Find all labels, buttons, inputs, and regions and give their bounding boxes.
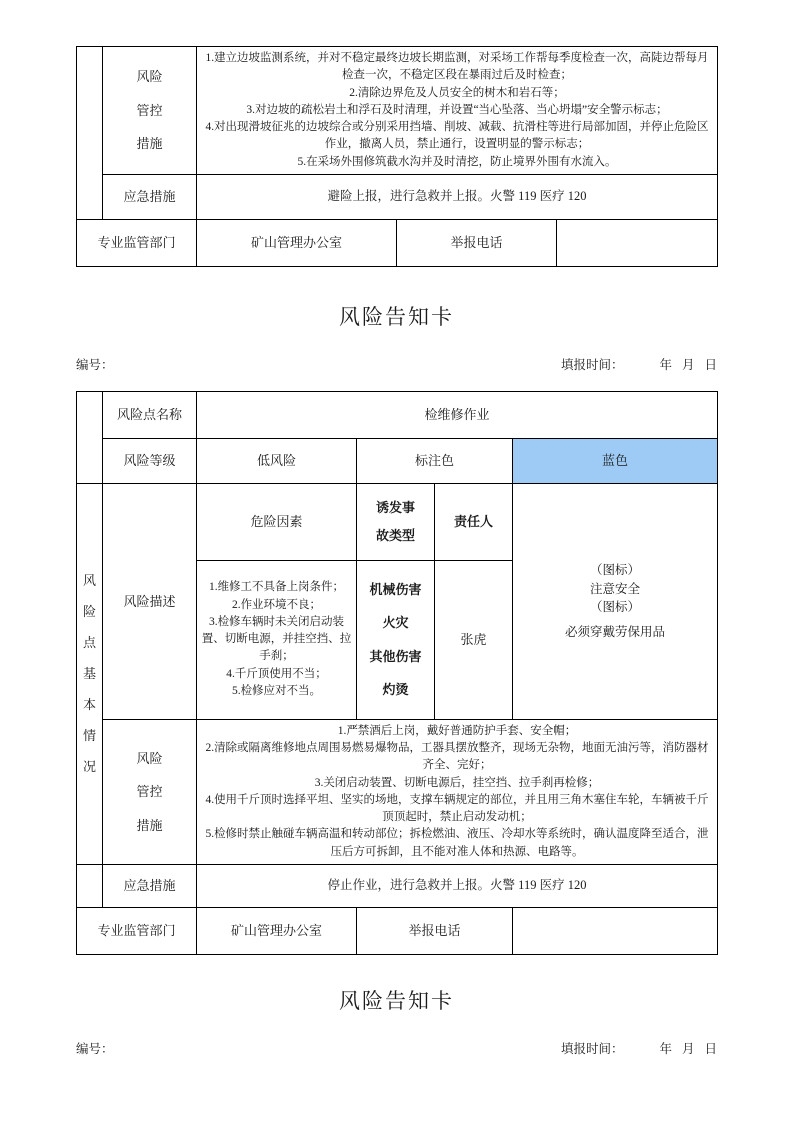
main-report-phone-label: 举报电话 — [357, 907, 513, 954]
vchar: 况 — [82, 759, 96, 775]
bottom-meta-row — [76, 1039, 717, 1057]
responsible-person-header: 责任人 — [435, 483, 513, 560]
day-label: 日 — [704, 1041, 717, 1056]
measure-line: 3.关闭启动装置、切断电源后，挂空挡、拉手刹再检修； — [314, 776, 600, 789]
top-emergency-text: 避险上报，进行急救并上报。火警 119 医疗 120 — [197, 174, 718, 219]
responsible-person-value: 张虎 — [435, 560, 513, 719]
accident-type-header — [357, 483, 435, 560]
top-risk-control-label — [103, 47, 197, 175]
month-label: 月 — [681, 357, 705, 372]
accident-type-header-line2: 故类型 — [375, 527, 415, 543]
hazard-line: 2.作业环境不良； — [231, 598, 322, 611]
caption-wear-ppe: 必须穿戴劳保用品 — [565, 625, 666, 639]
main-emergency-text: 停止作业，进行急救并上报。火警 119 医疗 120 — [197, 864, 718, 907]
side-heading-risk-basic-info — [77, 483, 103, 864]
vchar: 基 — [82, 666, 96, 682]
main-supervision-value: 矿山管理办公室 — [197, 907, 357, 954]
main-risk-control-measures — [197, 719, 718, 864]
table-row-emergency — [77, 174, 718, 219]
top-supervision-value: 矿山管理办公室 — [197, 219, 397, 266]
risk-level-value: 低风险 — [197, 438, 357, 483]
vchar: 点 — [82, 635, 96, 651]
spacer — [76, 1015, 717, 1039]
vertical-heading-chars — [81, 565, 98, 782]
number-label: 编号： — [76, 357, 114, 372]
risk-point-name-value: 检维修作业 — [197, 391, 718, 438]
icon-placeholder-caution: （图标） — [590, 562, 641, 577]
main-risk-control-label — [103, 719, 197, 864]
accident-type: 火灾 — [382, 615, 409, 631]
accident-type: 灼烫 — [382, 682, 409, 698]
table-row-risk-point-name — [77, 391, 718, 438]
vchar: 险 — [82, 604, 96, 620]
top-report-phone-value — [557, 219, 718, 266]
measure-line: 4.使用千斤顶时选择平坦、坚实的场地，支撑车辆规定的部位，并且用三角木塞住车轮，车辆被千斤顶顶起时，禁止启动发动机； — [205, 793, 709, 823]
year-label: 年 — [659, 357, 682, 372]
marking-color-value: 蓝色 — [513, 438, 718, 483]
top-side-blank-cell — [77, 47, 103, 220]
main-side-blank-cell-bottom — [77, 864, 103, 907]
top-supervision-label: 专业监管部门 — [77, 219, 197, 266]
hazard-line: 3.检修车辆时未关闭启动装置、切断电源，并挂空挡、拉手刹； — [201, 615, 352, 663]
label-line: 风险 — [136, 750, 163, 766]
table-row-risk-control — [77, 719, 718, 864]
measure-line: 1.严禁酒后上岗，戴好普通防护手套、安全帽； — [337, 724, 577, 737]
safety-signs-cell — [513, 483, 718, 719]
accident-type-header-line1: 诱发事 — [375, 500, 415, 516]
measure-line: 1.建立边坡监测系统，并对不稳定最终边坡长期监测，对采场工作帮每季度检查一次，高陡边帮每月检查一次，不稳定区段在暴雨过后及时检查； — [205, 52, 709, 82]
accident-type: 其他伤害 — [369, 648, 422, 664]
top-report-phone-label: 举报电话 — [397, 219, 557, 266]
main-side-blank-cell — [77, 391, 103, 483]
month-label: 月 — [681, 1041, 705, 1056]
day-label: 日 — [704, 357, 717, 372]
vchar: 情 — [82, 728, 96, 744]
table-row-footer — [77, 219, 718, 266]
hazard-factors-header: 危险因素 — [197, 483, 357, 560]
main-emergency-label: 应急措施 — [103, 864, 197, 907]
top-risk-card-table — [76, 46, 718, 267]
measure-line: 2.清除或隔离维修地点周围易燃易爆物品，工器具摆放整齐，现场无杂物，地面无油污等，消防器材齐全、完好； — [205, 742, 709, 772]
hazard-line: 1.维修工不具备上岗条件； — [208, 581, 345, 594]
label-line: 管控 — [136, 784, 163, 799]
spacer — [76, 267, 717, 301]
middle-meta-row — [76, 355, 717, 373]
spacer — [76, 955, 717, 985]
main-supervision-label: 专业监管部门 — [77, 907, 197, 954]
number-label: 编号： — [76, 1041, 114, 1056]
hazard-line: 5.检修应对不当。 — [231, 684, 322, 697]
vchar: 本 — [82, 697, 96, 713]
table-row-risk-level — [77, 438, 718, 483]
label-line: 风险 — [136, 69, 163, 85]
year-label: 年 — [659, 1041, 682, 1056]
table-row-footer — [77, 907, 718, 954]
risk-description-label: 风险描述 — [103, 483, 197, 719]
spacer — [76, 373, 717, 391]
top-card-section — [76, 0, 717, 267]
measure-line: 3.对边坡的疏松岩土和浮石及时清理，并设置“当心坠落、当心坍塌”安全警示标志； — [246, 103, 668, 116]
hazard-factors-list — [197, 560, 357, 719]
accident-type: 机械伤害 — [369, 581, 422, 597]
measure-line: 4.对出现滑坡征兆的边坡综合或分别采用挡墙、削坡、减载、抗滑柱等进行局部加固，并停止危险区作业，撤离人员，禁止通行，设置明显的警示标志； — [205, 121, 709, 151]
vchar: 风 — [82, 573, 96, 589]
label-line: 管控 — [136, 102, 163, 118]
hazard-line: 4.千斤顶使用不当； — [226, 667, 327, 680]
risk-level-label: 风险等级 — [103, 438, 197, 483]
icon-placeholder-ppe: （图标） — [590, 600, 641, 615]
caption-caution-safety: 注意安全 — [590, 581, 641, 596]
top-emergency-label: 应急措施 — [103, 174, 197, 219]
table-row-risk-control — [77, 47, 718, 175]
measure-line: 5.在采场外围修筑截水沟并及时清挖，防止境界外围有水流入。 — [297, 155, 617, 168]
fill-time-label: 填报时间： — [560, 1041, 624, 1056]
main-risk-card-table — [76, 391, 718, 955]
table-row-column-headers — [77, 483, 718, 560]
accident-types-list — [357, 560, 435, 719]
page-title-bottom: 风险告知卡 — [339, 988, 454, 1013]
table-row-emergency — [77, 864, 718, 907]
measure-line: 5.检修时禁止触碰车辆高温和转动部位；拆检燃油、液压、冷却水等系统时，确认温度降至适合，泄压后方可拆卸，且不能对准人体和热源、电路等。 — [205, 828, 709, 858]
page-title-middle: 风险告知卡 — [339, 304, 454, 329]
label-line: 措施 — [136, 817, 163, 833]
marking-color-label: 标注色 — [357, 438, 513, 483]
main-report-phone-value — [513, 907, 718, 954]
spacer — [76, 331, 717, 355]
fill-time-label: 填报时间： — [560, 357, 624, 372]
risk-point-name-label: 风险点名称 — [103, 391, 197, 438]
label-line: 措施 — [136, 136, 163, 152]
measure-line: 2.清除边界危及人员安全的树木和岩石等； — [349, 86, 565, 99]
top-risk-control-measures — [197, 47, 718, 175]
